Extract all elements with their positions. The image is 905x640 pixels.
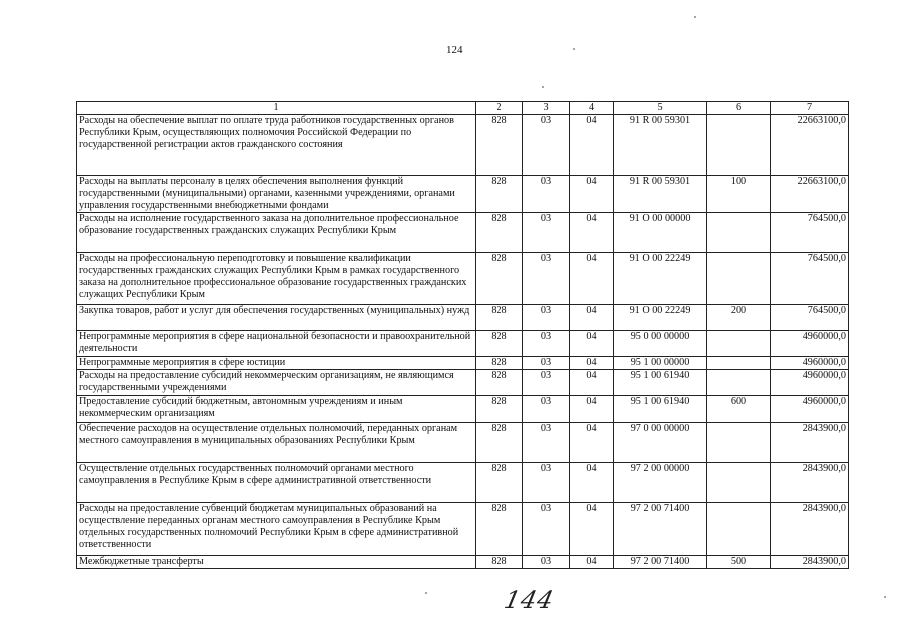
row-expense-type: 500 bbox=[707, 556, 771, 569]
row-subsection: 04 bbox=[570, 115, 614, 176]
row-target-article: 91 О 00 22249 bbox=[614, 305, 707, 331]
row-name: Непрограммные мероприятия в сфере национальной безопасности и правоохранительной деятельности bbox=[77, 331, 476, 357]
table-row bbox=[77, 176, 849, 213]
table-row bbox=[77, 213, 849, 253]
column-header: 6 bbox=[707, 102, 771, 115]
row-expense-type bbox=[707, 213, 771, 253]
row-expense-type bbox=[707, 253, 771, 305]
row-target-article: 97 2 00 71400 bbox=[614, 556, 707, 569]
row-amount: 2843900,0 bbox=[771, 423, 849, 463]
row-name: Расходы на предоставление субвенций бюджетам муниципальных образований на осуществление переданных органам местного самоуправления в Республике Крым отдельных государственных полномочий Республики Крым в сфере административной ответственности bbox=[77, 503, 476, 556]
table-row bbox=[77, 396, 849, 423]
row-grbs: 828 bbox=[476, 305, 523, 331]
table-row bbox=[77, 503, 849, 556]
row-name: Расходы на обеспечение выплат по оплате труда работников государственных органов Республики Крым, осуществляющих полномочия Российской Федерации по государственной регистрации актов гражданского состояния bbox=[77, 115, 476, 176]
row-grbs: 828 bbox=[476, 357, 523, 370]
header-row bbox=[77, 102, 849, 115]
row-subsection: 04 bbox=[570, 396, 614, 423]
row-amount: 2843900,0 bbox=[771, 503, 849, 556]
row-section: 03 bbox=[523, 423, 570, 463]
row-section: 03 bbox=[523, 253, 570, 305]
column-header: 3 bbox=[523, 102, 570, 115]
row-subsection: 04 bbox=[570, 305, 614, 331]
row-target-article: 97 2 00 00000 bbox=[614, 463, 707, 503]
row-name: Непрограммные мероприятия в сфере юстиции bbox=[77, 357, 476, 370]
row-name: Осуществление отдельных государственных полномочий органами местного самоуправления в Республике Крым в сфере административной ответственности bbox=[77, 463, 476, 503]
table-row bbox=[77, 556, 849, 569]
row-section: 03 bbox=[523, 305, 570, 331]
row-grbs: 828 bbox=[476, 331, 523, 357]
row-section: 03 bbox=[523, 357, 570, 370]
row-grbs: 828 bbox=[476, 503, 523, 556]
page-number: 124 bbox=[446, 44, 463, 56]
row-amount: 22663100,0 bbox=[771, 176, 849, 213]
row-name: Расходы на профессиональную переподготовку и повышение квалификации государственных гражданских служащих Республики Крым в рамках государственного заказа на дополнительное профессиональное образование государственных гражданских служащих Республики Крым bbox=[77, 253, 476, 305]
row-amount: 2843900,0 bbox=[771, 463, 849, 503]
row-expense-type bbox=[707, 463, 771, 503]
scan-speck bbox=[694, 16, 696, 18]
row-grbs: 828 bbox=[476, 176, 523, 213]
column-header: 2 bbox=[476, 102, 523, 115]
row-expense-type bbox=[707, 370, 771, 396]
row-subsection: 04 bbox=[570, 213, 614, 253]
row-grbs: 828 bbox=[476, 396, 523, 423]
row-name: Расходы на исполнение государственного заказа на дополнительное профессиональное образование государственных гражданских служащих Республики Крым bbox=[77, 213, 476, 253]
row-expense-type bbox=[707, 357, 771, 370]
handwritten-page-number: 144 bbox=[502, 586, 557, 614]
table-row bbox=[77, 463, 849, 503]
row-section: 03 bbox=[523, 463, 570, 503]
row-section: 03 bbox=[523, 331, 570, 357]
row-subsection: 04 bbox=[570, 370, 614, 396]
row-grbs: 828 bbox=[476, 556, 523, 569]
row-name: Предоставление субсидий бюджетным, автономным учреждениям и иным некоммерческим организациям bbox=[77, 396, 476, 423]
column-header: 1 bbox=[77, 102, 476, 115]
table-row bbox=[77, 423, 849, 463]
table-row bbox=[77, 115, 849, 176]
row-subsection: 04 bbox=[570, 463, 614, 503]
scan-speck bbox=[884, 596, 886, 598]
row-name: Закупка товаров, работ и услуг для обеспечения государственных (муниципальных) нужд bbox=[77, 305, 476, 331]
column-header: 4 bbox=[570, 102, 614, 115]
row-section: 03 bbox=[523, 556, 570, 569]
row-target-article: 95 0 00 00000 bbox=[614, 331, 707, 357]
row-amount: 764500,0 bbox=[771, 305, 849, 331]
row-grbs: 828 bbox=[476, 115, 523, 176]
row-grbs: 828 bbox=[476, 213, 523, 253]
row-target-article: 95 1 00 61940 bbox=[614, 370, 707, 396]
row-subsection: 04 bbox=[570, 556, 614, 569]
row-section: 03 bbox=[523, 503, 570, 556]
row-amount: 764500,0 bbox=[771, 213, 849, 253]
row-name: Расходы на выплаты персоналу в целях обеспечения выполнения функций государственными (муниципальными) органами, казенными учреждениями, органами управления государственными внебюджетными фондами bbox=[77, 176, 476, 213]
row-target-article: 91 R 00 59301 bbox=[614, 176, 707, 213]
row-target-article: 91 О 00 00000 bbox=[614, 213, 707, 253]
row-target-article: 91 О 00 22249 bbox=[614, 253, 707, 305]
row-amount: 2843900,0 bbox=[771, 556, 849, 569]
row-section: 03 bbox=[523, 213, 570, 253]
budget-table bbox=[76, 101, 849, 569]
row-grbs: 828 bbox=[476, 253, 523, 305]
row-subsection: 04 bbox=[570, 503, 614, 556]
row-section: 03 bbox=[523, 396, 570, 423]
row-expense-type: 600 bbox=[707, 396, 771, 423]
table-row bbox=[77, 370, 849, 396]
table-row bbox=[77, 305, 849, 331]
row-expense-type: 200 bbox=[707, 305, 771, 331]
row-subsection: 04 bbox=[570, 253, 614, 305]
row-subsection: 04 bbox=[570, 423, 614, 463]
table-row bbox=[77, 331, 849, 357]
row-subsection: 04 bbox=[570, 357, 614, 370]
row-section: 03 bbox=[523, 176, 570, 213]
scan-speck bbox=[425, 592, 427, 594]
row-name: Межбюджетные трансферты bbox=[77, 556, 476, 569]
row-amount: 4960000,0 bbox=[771, 331, 849, 357]
row-subsection: 04 bbox=[570, 331, 614, 357]
row-expense-type bbox=[707, 503, 771, 556]
row-subsection: 04 bbox=[570, 176, 614, 213]
row-expense-type bbox=[707, 423, 771, 463]
row-section: 03 bbox=[523, 115, 570, 176]
row-amount: 4960000,0 bbox=[771, 370, 849, 396]
row-expense-type: 100 bbox=[707, 176, 771, 213]
row-grbs: 828 bbox=[476, 370, 523, 396]
table-row bbox=[77, 357, 849, 370]
column-header: 7 bbox=[771, 102, 849, 115]
row-grbs: 828 bbox=[476, 463, 523, 503]
row-target-article: 95 1 00 61940 bbox=[614, 396, 707, 423]
row-expense-type bbox=[707, 115, 771, 176]
row-amount: 764500,0 bbox=[771, 253, 849, 305]
row-target-article: 97 2 00 71400 bbox=[614, 503, 707, 556]
row-name: Обеспечение расходов на осуществление отдельных полномочий, переданных органам местного самоуправления в муниципальных образованиях Республики Крым bbox=[77, 423, 476, 463]
row-amount: 4960000,0 bbox=[771, 357, 849, 370]
scan-speck bbox=[573, 48, 575, 50]
row-target-article: 91 R 00 59301 bbox=[614, 115, 707, 176]
row-amount: 22663100,0 bbox=[771, 115, 849, 176]
column-header: 5 bbox=[614, 102, 707, 115]
row-target-article: 95 1 00 00000 bbox=[614, 357, 707, 370]
row-section: 03 bbox=[523, 370, 570, 396]
scan-speck bbox=[542, 86, 544, 88]
row-expense-type bbox=[707, 331, 771, 357]
row-name: Расходы на предоставление субсидий некоммерческим организациям, не являющимся государственными учреждениями bbox=[77, 370, 476, 396]
row-amount: 4960000,0 bbox=[771, 396, 849, 423]
row-grbs: 828 bbox=[476, 423, 523, 463]
row-target-article: 97 0 00 00000 bbox=[614, 423, 707, 463]
table-row bbox=[77, 253, 849, 305]
